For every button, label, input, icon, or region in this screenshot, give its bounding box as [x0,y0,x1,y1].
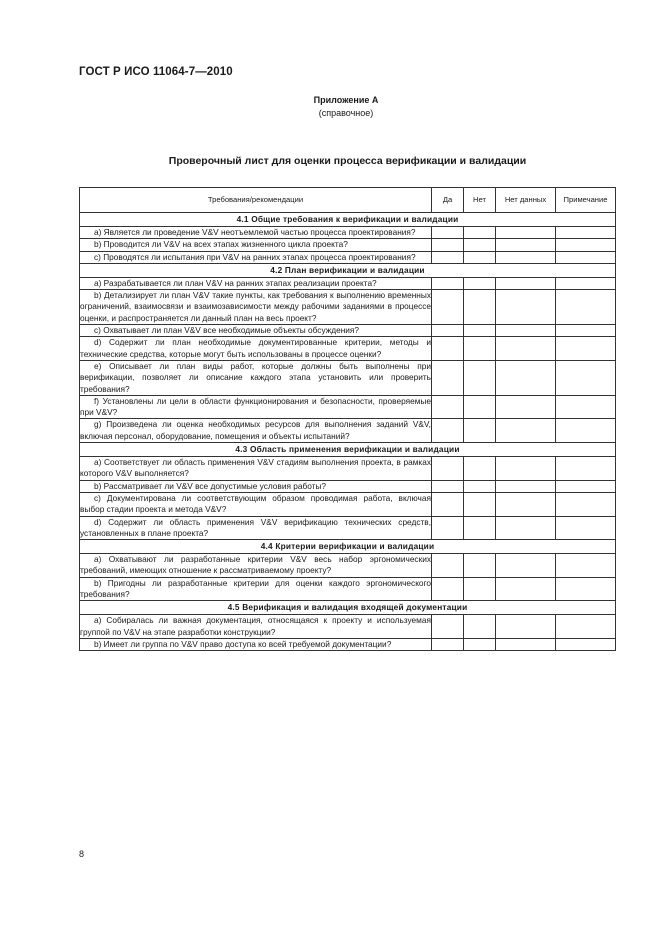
note-cell[interactable] [556,554,616,578]
checklist-row [80,615,616,639]
checklist-row [80,277,616,289]
note-cell[interactable] [556,638,616,650]
no-cell[interactable] [464,419,496,443]
no-data-cell[interactable] [496,457,556,481]
no-cell[interactable] [464,457,496,481]
appendix-label [0,94,661,120]
no-data-cell[interactable] [496,516,556,540]
section-row [80,213,616,227]
no-data-cell[interactable] [496,492,556,516]
note-cell[interactable] [556,290,616,325]
requirement-text: g) Произведена ли оценка необходимых ресурсов для выполнения заданий V&V, включая персонал, оборудование, помещения и объекты испытаний? [80,419,431,441]
no-cell[interactable] [464,577,496,601]
section-title: 4.5 Верификация и валидация входящей документации [80,601,616,615]
appendix-subtitle: (справочное) [318,108,374,118]
checklist-row [80,360,616,395]
requirement-text: e) Описывает ли план виды работ, которые должны быть выполнены при верификации, позволяет ли описание каждого этапа установить или проверить требования? [80,360,431,394]
note-cell[interactable] [556,360,616,395]
section-row [80,601,616,615]
requirement-text: f) Установлены ли цели в области функционирования и безопасности, проверяемые при V&V? [80,395,431,418]
section-title: 4.2 План верификации и валидации [80,263,616,277]
note-cell[interactable] [556,577,616,601]
yes-cell[interactable] [432,457,464,481]
no-data-cell[interactable] [496,638,556,650]
requirement-text: а) Соответствует ли область применения V&V стадиям выполнения проекта, в рамках которого V&V выполняется? [80,457,431,479]
checklist-row [80,239,616,251]
requirement-text: c) Охватывает ли план V&V все необходимые объекты обсуждения? [80,325,432,337]
note-cell[interactable] [556,277,616,289]
no-cell[interactable] [464,360,496,395]
no-cell[interactable] [464,492,496,516]
requirement-text: а) Охватывают ли разработанные критерии V&V весь набор эргономических требований, имеющих отношение к рассматриваемому проекту? [80,554,431,576]
no-data-cell[interactable] [496,360,556,395]
checklist-row [80,325,616,337]
document-header: ГОСТ Р ИСО 11064-7—2010 [79,66,233,78]
requirement-text: b) Рассматривает ли V&V все допустимые условия работы? [80,480,432,492]
yes-cell[interactable] [432,290,464,325]
no-data-cell[interactable] [496,239,556,251]
note-cell[interactable] [556,251,616,263]
column-header-yes: Да [432,188,464,213]
checklist-body [80,213,616,651]
column-header-no: Нет [464,188,496,213]
yes-cell[interactable] [432,227,464,239]
no-data-cell[interactable] [496,325,556,337]
note-cell[interactable] [556,239,616,251]
yes-cell[interactable] [432,492,464,516]
page-number: 8 [79,849,85,859]
note-cell[interactable] [556,457,616,481]
requirement-text: b) Имеет ли группа по V&V право доступа ко всей требуемой документации? [80,638,432,650]
requirement-text: а) Собиралась ли важная документация, относящаяся к проекту и используемая группой по V&V на этапе разработки конструкции? [80,615,431,637]
no-cell[interactable] [464,395,496,419]
yes-cell[interactable] [432,239,464,251]
no-data-cell[interactable] [496,227,556,239]
no-data-cell[interactable] [496,337,556,361]
yes-cell[interactable] [432,554,464,578]
requirement-text: c) Документирована ли соответствующим образом проводимая работа, включая выбор стадии проекта и метода V&V? [80,492,431,515]
requirement-text: b) Пригодны ли разработанные критерии для оценки каждого эргономического требования? [80,577,431,600]
note-cell[interactable] [556,325,616,337]
yes-cell[interactable] [432,337,464,361]
column-header-no-data: Нет данных [496,188,556,213]
checklist-row [80,457,616,481]
no-cell[interactable] [464,239,496,251]
checklist-row [80,492,616,516]
no-data-cell[interactable] [496,480,556,492]
no-cell[interactable] [464,480,496,492]
note-cell[interactable] [556,419,616,443]
checklist-row [80,577,616,601]
checklist-row [80,419,616,443]
no-data-cell[interactable] [496,395,556,419]
no-cell[interactable] [464,227,496,239]
requirement-text: d) Содержит ли план необходимые документированные критерии, методы и технические средства, которые могут быть использованы в процессе оценки? [80,337,431,359]
column-header-requirements: Требования/рекомендации [80,188,432,213]
section-title: 4.4 Критерии верификации и валидации [80,540,616,554]
checklist-table [79,187,616,651]
yes-cell[interactable] [432,360,464,395]
yes-cell[interactable] [432,480,464,492]
section-title: 4.1 Общие требования к верификации и валидации [80,213,616,227]
no-cell[interactable] [464,277,496,289]
no-cell[interactable] [464,290,496,325]
page-title: Проверочный лист для оценки процесса верификации и валидации [168,155,527,167]
note-cell[interactable] [556,492,616,516]
no-cell[interactable] [464,337,496,361]
section-row [80,443,616,457]
column-header-note: Примечание [556,188,616,213]
no-cell[interactable] [464,638,496,650]
section-row [80,263,616,277]
note-cell[interactable] [556,615,616,639]
checklist-row [80,516,616,540]
note-cell[interactable] [556,227,616,239]
requirement-text: b) Проводится ли V&V на всех этапах жизненного цикла проекта? [80,239,432,251]
note-cell[interactable] [556,395,616,419]
requirement-text: а) Является ли проведение V&V неотъемлемой частью процесса проектирования? [80,227,432,239]
no-cell[interactable] [464,554,496,578]
requirement-text: d) Содержит ли область применения V&V верификацию технических средств, установленных в плане проекта? [80,516,431,538]
requirement-text: b) Детализирует ли план V&V такие пункты, как требования к выполнению временных ограничений, взаимосвязи и взаимозависимости между рабочими заданиями в процессе оценки, и распространяется ли данный план на весь проект? [80,290,431,323]
checklist-row [80,251,616,263]
checklist-row [80,227,616,239]
no-data-cell[interactable] [496,577,556,601]
yes-cell[interactable] [432,638,464,650]
no-data-cell[interactable] [496,419,556,443]
yes-cell[interactable] [432,577,464,601]
checklist-row [80,554,616,578]
requirement-text: c) Проводятся ли испытания при V&V на ранних этапах процесса проектирования? [80,251,432,263]
no-data-cell[interactable] [496,615,556,639]
section-title: 4.3 Область применения верификации и валидации [80,443,616,457]
yes-cell[interactable] [432,419,464,443]
yes-cell[interactable] [432,325,464,337]
no-cell[interactable] [464,516,496,540]
yes-cell[interactable] [432,277,464,289]
checklist-row [80,337,616,361]
no-cell[interactable] [464,615,496,639]
checklist-row [80,638,616,650]
appendix-title: Приложение А [313,95,379,105]
checklist-row [80,290,616,325]
no-data-cell[interactable] [496,251,556,263]
note-cell[interactable] [556,516,616,540]
section-row [80,540,616,554]
checklist-row [80,480,616,492]
no-data-cell[interactable] [496,290,556,325]
no-data-cell[interactable] [496,277,556,289]
note-cell[interactable] [556,480,616,492]
yes-cell[interactable] [432,395,464,419]
yes-cell[interactable] [432,615,464,639]
requirement-text: а) Разрабатывается ли план V&V на ранних этапах реализации проекта? [80,277,432,289]
no-cell[interactable] [464,325,496,337]
table-header-row [80,188,616,213]
yes-cell[interactable] [432,516,464,540]
no-data-cell[interactable] [496,554,556,578]
no-cell[interactable] [464,251,496,263]
yes-cell[interactable] [432,251,464,263]
note-cell[interactable] [556,337,616,361]
checklist-row [80,395,616,419]
